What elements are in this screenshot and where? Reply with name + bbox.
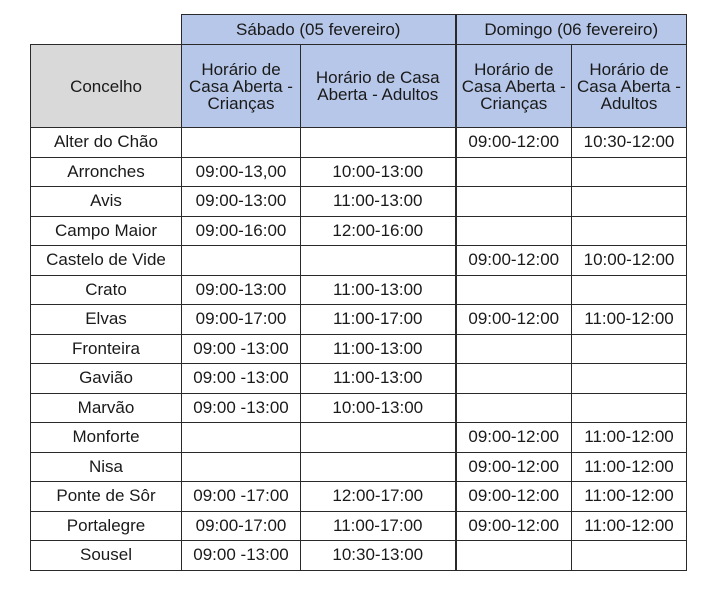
cell-sab-criancas: 09:00 -13:00: [182, 334, 301, 364]
cell-dom-criancas: [456, 157, 572, 187]
cell-sab-criancas: 09:00-13,00: [182, 157, 301, 187]
table-row: [31, 305, 687, 335]
cell-sab-adultos: 10:00-13:00: [301, 157, 456, 187]
cell-sab-criancas: 09:00 -17:00: [182, 482, 301, 512]
table-row: [31, 334, 687, 364]
cell-concelho: Nisa: [31, 452, 182, 482]
cell-sab-adultos: 11:00-17:00: [301, 305, 456, 335]
cell-dom-criancas: 09:00-12:00: [456, 305, 572, 335]
cell-sab-adultos: 10:30-13:00: [301, 541, 456, 571]
cell-dom-criancas: [456, 216, 572, 246]
cell-sab-criancas: 09:00 -13:00: [182, 364, 301, 394]
schedule-table: [30, 14, 687, 571]
cell-dom-adultos: [572, 275, 687, 305]
cell-concelho: Arronches: [31, 157, 182, 187]
cell-dom-adultos: 11:00-12:00: [572, 482, 687, 512]
cell-dom-criancas: 09:00-12:00: [456, 452, 572, 482]
table-row: [31, 216, 687, 246]
header-sabado: Sábado (05 fevereiro): [182, 15, 456, 45]
cell-concelho: Marvão: [31, 393, 182, 423]
header-sab-adultos: Horário de Casa Aberta - Adultos: [301, 45, 456, 128]
header-concelho: Concelho: [31, 45, 182, 128]
table-row: [31, 364, 687, 394]
cell-sab-criancas: 09:00-17:00: [182, 305, 301, 335]
header-dom-criancas: Horário de Casa Aberta - Crianças: [456, 45, 572, 128]
cell-dom-criancas: [456, 541, 572, 571]
cell-dom-adultos: [572, 393, 687, 423]
cell-sab-adultos: 11:00-13:00: [301, 275, 456, 305]
cell-concelho: Alter do Chão: [31, 128, 182, 158]
cell-sab-criancas: [182, 128, 301, 158]
cell-concelho: Fronteira: [31, 334, 182, 364]
cell-dom-adultos: [572, 541, 687, 571]
cell-concelho: Crato: [31, 275, 182, 305]
cell-sab-criancas: [182, 452, 301, 482]
cell-dom-criancas: 09:00-12:00: [456, 423, 572, 453]
blank-corner: [31, 15, 182, 45]
cell-dom-criancas: [456, 364, 572, 394]
cell-sab-adultos: 12:00-17:00: [301, 482, 456, 512]
table-row: [31, 541, 687, 571]
cell-dom-criancas: [456, 187, 572, 217]
cell-sab-criancas: 09:00-17:00: [182, 511, 301, 541]
cell-concelho: Monforte: [31, 423, 182, 453]
header-domingo: Domingo (06 fevereiro): [456, 15, 687, 45]
cell-sab-criancas: [182, 246, 301, 276]
cell-sab-adultos: 11:00-13:00: [301, 364, 456, 394]
cell-concelho: Portalegre: [31, 511, 182, 541]
table-row: [31, 157, 687, 187]
cell-sab-adultos: 11:00-13:00: [301, 187, 456, 217]
cell-dom-adultos: [572, 157, 687, 187]
cell-dom-adultos: 11:00-12:00: [572, 423, 687, 453]
cell-concelho: Castelo de Vide: [31, 246, 182, 276]
cell-sab-adultos: 11:00-17:00: [301, 511, 456, 541]
table-row: [31, 482, 687, 512]
cell-concelho: Campo Maior: [31, 216, 182, 246]
cell-sab-criancas: 09:00 -13:00: [182, 541, 301, 571]
table-row: [31, 423, 687, 453]
cell-sab-adultos: 11:00-13:00: [301, 334, 456, 364]
cell-sab-criancas: 09:00-13:00: [182, 275, 301, 305]
cell-concelho: Avis: [31, 187, 182, 217]
table-row: [31, 246, 687, 276]
cell-dom-criancas: 09:00-12:00: [456, 246, 572, 276]
cell-sab-adultos: [301, 452, 456, 482]
table-row: [31, 452, 687, 482]
cell-dom-adultos: [572, 334, 687, 364]
cell-dom-criancas: [456, 393, 572, 423]
cell-sab-criancas: 09:00-16:00: [182, 216, 301, 246]
table-row: [31, 393, 687, 423]
cell-concelho: Sousel: [31, 541, 182, 571]
header-sab-criancas: Horário de Casa Aberta - Crianças: [182, 45, 301, 128]
cell-concelho: Elvas: [31, 305, 182, 335]
cell-dom-adultos: 10:30-12:00: [572, 128, 687, 158]
cell-sab-adultos: [301, 246, 456, 276]
cell-sab-criancas: 09:00-13:00: [182, 187, 301, 217]
cell-dom-adultos: 11:00-12:00: [572, 452, 687, 482]
cell-dom-criancas: 09:00-12:00: [456, 511, 572, 541]
cell-dom-adultos: [572, 364, 687, 394]
table-row: [31, 511, 687, 541]
cell-dom-criancas: 09:00-12:00: [456, 128, 572, 158]
cell-dom-criancas: [456, 275, 572, 305]
cell-dom-adultos: 11:00-12:00: [572, 511, 687, 541]
cell-sab-adultos: 12:00-16:00: [301, 216, 456, 246]
cell-concelho: Ponte de Sôr: [31, 482, 182, 512]
cell-sab-adultos: [301, 423, 456, 453]
cell-sab-criancas: [182, 423, 301, 453]
cell-dom-adultos: 10:00-12:00: [572, 246, 687, 276]
table-row: [31, 275, 687, 305]
cell-sab-criancas: 09:00 -13:00: [182, 393, 301, 423]
cell-sab-adultos: 10:00-13:00: [301, 393, 456, 423]
cell-sab-adultos: [301, 128, 456, 158]
cell-dom-criancas: 09:00-12:00: [456, 482, 572, 512]
cell-dom-criancas: [456, 334, 572, 364]
cell-dom-adultos: 11:00-12:00: [572, 305, 687, 335]
cell-dom-adultos: [572, 216, 687, 246]
cell-dom-adultos: [572, 187, 687, 217]
header-dom-adultos: Horário de Casa Aberta - Adultos: [572, 45, 687, 128]
table-row: [31, 187, 687, 217]
cell-concelho: Gavião: [31, 364, 182, 394]
table-row: [31, 128, 687, 158]
